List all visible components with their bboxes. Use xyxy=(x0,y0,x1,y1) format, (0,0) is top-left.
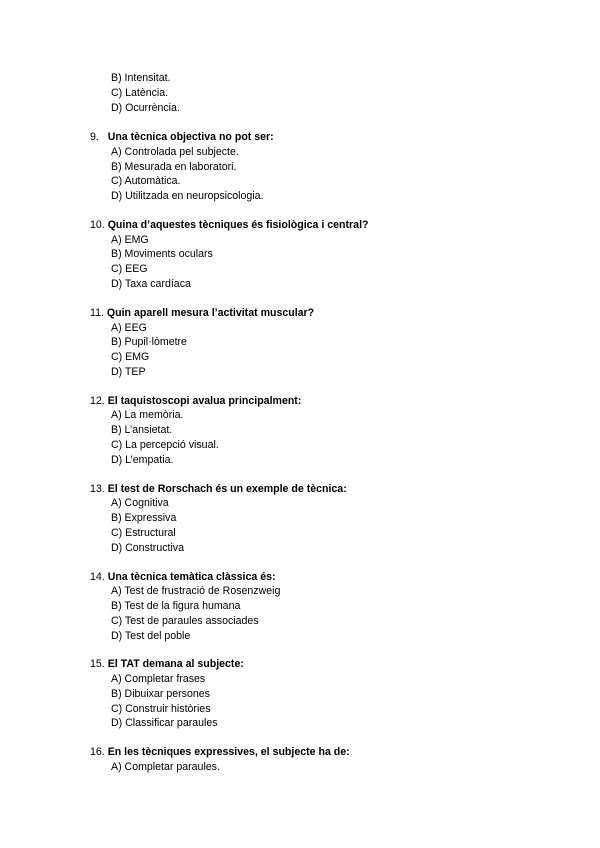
option: D) Constructiva xyxy=(111,542,184,554)
option: B) Pupil·lòmetre xyxy=(111,336,187,348)
question-number: 13. xyxy=(90,483,105,495)
option: D) Taxa cardíaca xyxy=(111,278,191,290)
question-14 xyxy=(90,571,276,584)
question-text: Quin aparell mesura l’activitat muscular? xyxy=(106,307,315,319)
option: A) Completar frases xyxy=(111,673,206,685)
question-text: El taquistoscopi avalua principalment: xyxy=(107,395,302,407)
question-number: 11. xyxy=(90,307,104,319)
option: C) EEG xyxy=(111,263,148,275)
option: D) Classificar paraules xyxy=(111,717,218,729)
question-9 xyxy=(90,131,274,144)
question-text: Quina d’aquestes tècniques és fisiològica i central? xyxy=(107,219,369,231)
option: A) La memòria. xyxy=(111,409,184,421)
option: D) Test del poble xyxy=(111,630,191,642)
option: A) Test de frustració de Rosenzweig xyxy=(111,585,281,597)
question-text: En les tècniques expressives, el subjecte ha de: xyxy=(107,746,350,758)
question-text: Una tècnica temàtica clàssica és: xyxy=(107,571,276,583)
option: B) Test de la figura humana xyxy=(111,600,241,612)
question-11 xyxy=(90,307,314,320)
question-10 xyxy=(90,219,369,232)
option-continued-d: D) Ocurrència. xyxy=(111,102,180,114)
option: C) EMG xyxy=(111,351,150,363)
option: A) Cognitiva xyxy=(111,497,169,509)
option: C) Automàtica. xyxy=(111,175,181,187)
question-number: 16. xyxy=(90,746,105,758)
option: A) EMG xyxy=(111,234,149,246)
option: D) TEP xyxy=(111,366,146,378)
option-continued-b: B) Intensitat. xyxy=(111,72,171,84)
option: B) Dibuixar persones xyxy=(111,688,210,700)
question-number: 9. xyxy=(90,131,99,143)
question-text: El test de Rorschach és un exemple de tècnica: xyxy=(107,483,347,495)
option: A) Completar paraules. xyxy=(111,761,220,773)
option: A) EEG xyxy=(111,322,147,334)
option: A) Controlada pel subjecte. xyxy=(111,146,239,158)
question-15 xyxy=(90,658,244,671)
question-16 xyxy=(90,746,350,759)
option: B) L’ansietat. xyxy=(111,424,173,436)
option: C) Estructural xyxy=(111,527,176,539)
option: C) La percepció visual. xyxy=(111,439,219,451)
question-number: 12. xyxy=(90,395,105,407)
question-number: 14. xyxy=(90,571,105,583)
option: C) Test de paraules associades xyxy=(111,615,259,627)
option: B) Mesurada en laboratori. xyxy=(111,161,237,173)
question-text: El TAT demana al subjecte: xyxy=(107,658,244,670)
question-12 xyxy=(90,395,301,408)
option: B) Moviments oculars xyxy=(111,248,213,260)
question-number: 10. xyxy=(90,219,105,231)
option: C) Construir històries xyxy=(111,703,211,715)
question-number: 15. xyxy=(90,658,105,670)
option: D) Utilitzada en neuropsicologia. xyxy=(111,190,264,202)
question-13 xyxy=(90,483,347,496)
option: B) Expressiva xyxy=(111,512,177,524)
option-continued-c: C) Latència. xyxy=(111,87,169,99)
question-text: Una tècnica objectiva no pot ser: xyxy=(107,131,274,143)
option: D) L’empatia. xyxy=(111,454,174,466)
